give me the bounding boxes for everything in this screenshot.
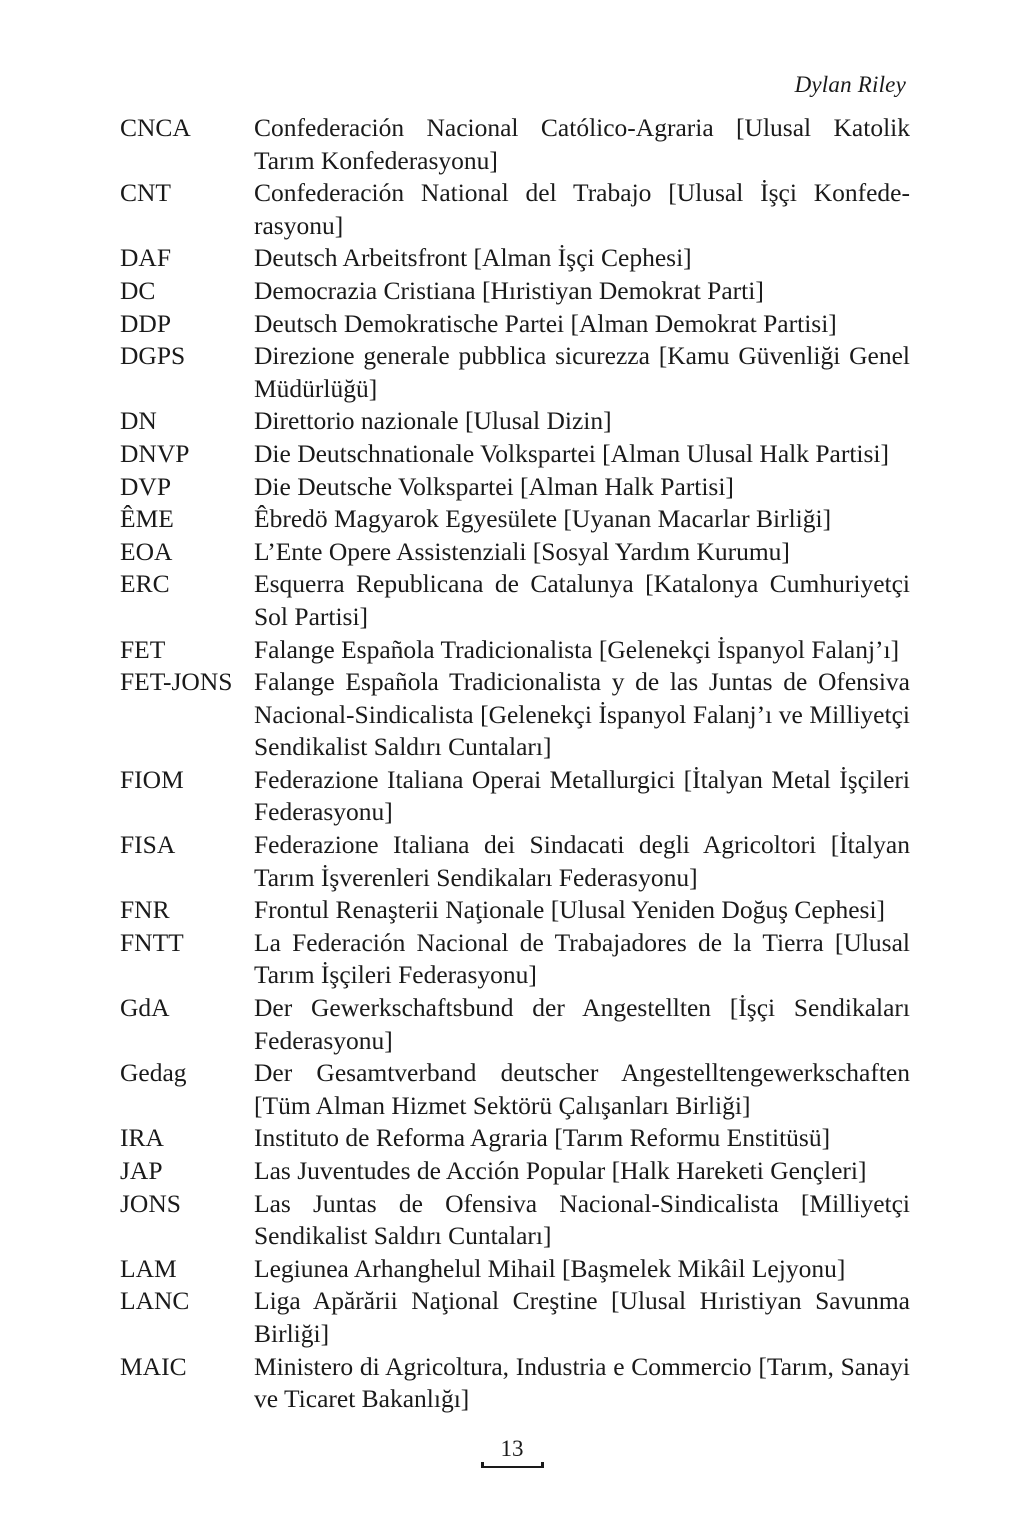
abbreviation-definition: L’Ente Opere Assistenziali [Sosyal Yardım Kurumu] — [254, 536, 790, 566]
abbreviation-definition: Legiunea Arhanghelul Mihail [Başmelek Mikâil Lejyonu] — [254, 1253, 846, 1283]
abbreviation-entry — [120, 927, 910, 992]
abbreviation-definition: Confederación National del Trabajo [Ulusal İşçi Konfederasyonu] — [254, 178, 910, 240]
abbreviation-entry — [120, 764, 910, 829]
abbreviation-entry — [120, 471, 910, 504]
page-number-rule — [482, 1466, 544, 1468]
abbreviation-term: FIOM — [120, 764, 184, 794]
abbreviation-definition: Der Gesamtverband deutscher Angestelltengewerkschaften [Tüm Alman Hizmet Sektörü Çalışanları Birliği] — [254, 1058, 910, 1120]
abbreviation-term: ERC — [120, 569, 170, 599]
abbreviation-definition: Federazione Italiana dei Sindacati degli Agricoltori [İtalyan Tarım İşverenleri Sendikaları Federasyonu] — [254, 830, 910, 892]
abbreviation-definition: Esquerra Republicana de Catalunya [Katalonya Cumhuriyetçi Sol Partisi] — [254, 569, 910, 631]
abbreviation-term: IRA — [120, 1123, 164, 1153]
abbreviation-term: DNVP — [120, 438, 190, 468]
abbreviation-definition: Deutsch Demokratische Partei [Alman Demokrat Partisi] — [254, 308, 837, 338]
abbreviation-term: FNR — [120, 895, 170, 925]
abbreviation-entry — [120, 1253, 910, 1286]
abbreviation-definition: Confederación Nacional Católico-Agraria [Ulusal Katolik Tarım Konfederasyonu] — [254, 113, 910, 175]
abbreviation-entry — [120, 1122, 910, 1155]
abbreviation-term: GdA — [120, 993, 170, 1023]
abbreviation-definition: La Federación Nacional de Trabajadores de la Tierra [Ulusal Tarım İşçileri Federasyonu] — [254, 927, 910, 990]
abbreviation-entry — [120, 242, 910, 275]
running-head-author: Dylan Riley — [794, 72, 906, 97]
abbreviation-term: MAIC — [120, 1351, 187, 1381]
abbreviation-entry — [120, 568, 910, 633]
page-number-rule-right-tick — [541, 1462, 544, 1468]
abbreviation-definition: Democrazia Cristiana [Hıristiyan Demokrat Parti] — [254, 275, 764, 305]
page-number: 13 — [500, 1436, 524, 1461]
abbreviation-entry — [120, 405, 910, 438]
abbreviation-term: DVP — [120, 471, 172, 501]
abbreviation-definition: Las Juventudes de Acción Popular [Halk Hareketi Gençleri] — [254, 1156, 867, 1185]
abbreviation-term: DC — [120, 275, 156, 305]
abbreviation-definition: Die Deutschnationale Volkspartei [Alman Ulusal Halk Partisi] — [254, 438, 890, 468]
abbreviation-term: DN — [120, 406, 157, 436]
abbreviation-term: FET — [120, 634, 166, 664]
abbreviation-term: FISA — [120, 830, 176, 860]
abbreviation-entry — [120, 308, 910, 341]
page-number-rule-left-tick — [481, 1462, 484, 1468]
abbreviation-definition: Direzione generale pubblica sicurezza [Kamu Güvenliği Genel Müdürlüğü] — [254, 341, 910, 403]
abbreviation-definition: Êbredö Magyarok Egyesülete [Uyanan Macarlar Birliği] — [254, 504, 832, 534]
abbreviation-term: DGPS — [120, 341, 186, 371]
abbreviation-definition: Las Juntas de Ofensiva Nacional-Sindicalista [Milliyetçi Sendikalist Saldırı Cuntaları] — [254, 1188, 910, 1251]
abbreviation-term: Gedag — [120, 1058, 187, 1088]
abbreviation-definition: Der Gewerkschaftsbund der Angestellten [İşçi Sendikaları Federasyonu] — [254, 993, 910, 1055]
abbreviation-entry — [120, 1285, 910, 1350]
abbreviation-term: CNCA — [120, 113, 191, 142]
abbreviation-entry — [120, 1188, 910, 1253]
abbreviation-definition: Liga Apărării Naţional Creştine [Ulusal Hıristiyan Savunma Birliği] — [254, 1286, 910, 1348]
abbreviation-term: CNT — [120, 178, 171, 208]
abbreviation-entry — [120, 503, 910, 536]
abbreviation-entry — [120, 1155, 910, 1188]
abbreviation-definition: Die Deutsche Volkspartei [Alman Halk Partisi] — [254, 471, 734, 501]
abbreviation-term: LAM — [120, 1253, 177, 1283]
abbreviation-term: DAF — [120, 243, 172, 273]
abbreviation-entry — [120, 666, 910, 764]
abbreviation-term: JAP — [120, 1156, 163, 1185]
abbreviation-entry — [120, 992, 910, 1057]
abbreviation-entry — [120, 340, 910, 405]
abbreviation-definition: Frontul Renaşterii Naţionale [Ulusal Yeniden Doğuş Cephesi] — [254, 895, 886, 925]
abbreviation-entry — [120, 536, 910, 569]
abbreviation-term: FET-JONS — [120, 667, 233, 697]
abbreviation-definition: Deutsch Arbeitsfront [Alman İşçi Cephesi] — [254, 243, 692, 273]
abbreviation-entry — [120, 1351, 910, 1416]
abbreviation-definition: Falange Española Tradicionalista y de las Juntas de Ofensiva Nacional-Sindicalista [Gelenekçi İspanyol Falanj’ı ve Milliyetçi Sendikalist Saldırı Cuntaları] — [254, 667, 910, 762]
abbreviation-term: ÊME — [120, 504, 174, 534]
abbreviation-entry — [120, 634, 910, 667]
abbreviation-definition: Ministero di Agricoltura, Industria e Commercio [Tarım, Sanayi ve Ticaret Bakanlığı] — [254, 1351, 910, 1414]
abbreviation-entry — [120, 1057, 910, 1122]
abbreviation-definition: Direttorio nazionale [Ulusal Dizin] — [254, 406, 612, 436]
abbreviation-definition: Falange Española Tradicionalista [Gelenekçi İspanyol Falanj’ı] — [254, 634, 900, 664]
abbreviation-term: JONS — [120, 1188, 181, 1218]
abbreviation-definition: Federazione Italiana Operai Metallurgici [İtalyan Metal İşçileri Federasyonu] — [254, 764, 910, 827]
abbreviation-term: LANC — [120, 1286, 190, 1316]
abbreviation-entry — [120, 112, 910, 177]
abbreviation-entry — [120, 829, 910, 894]
abbreviation-definition: Instituto de Reforma Agraria [Tarım Reformu Enstitüsü] — [254, 1123, 831, 1153]
abbreviation-term: EOA — [120, 536, 173, 566]
abbreviation-entry — [120, 894, 910, 927]
page-footer — [0, 1436, 1024, 1476]
abbreviation-entry — [120, 275, 910, 308]
abbreviation-entry — [120, 438, 910, 471]
abbreviation-entry — [120, 177, 910, 242]
abbreviation-term: FNTT — [120, 927, 184, 957]
abbreviation-list — [120, 112, 910, 1416]
abbreviation-term: DDP — [120, 308, 172, 338]
